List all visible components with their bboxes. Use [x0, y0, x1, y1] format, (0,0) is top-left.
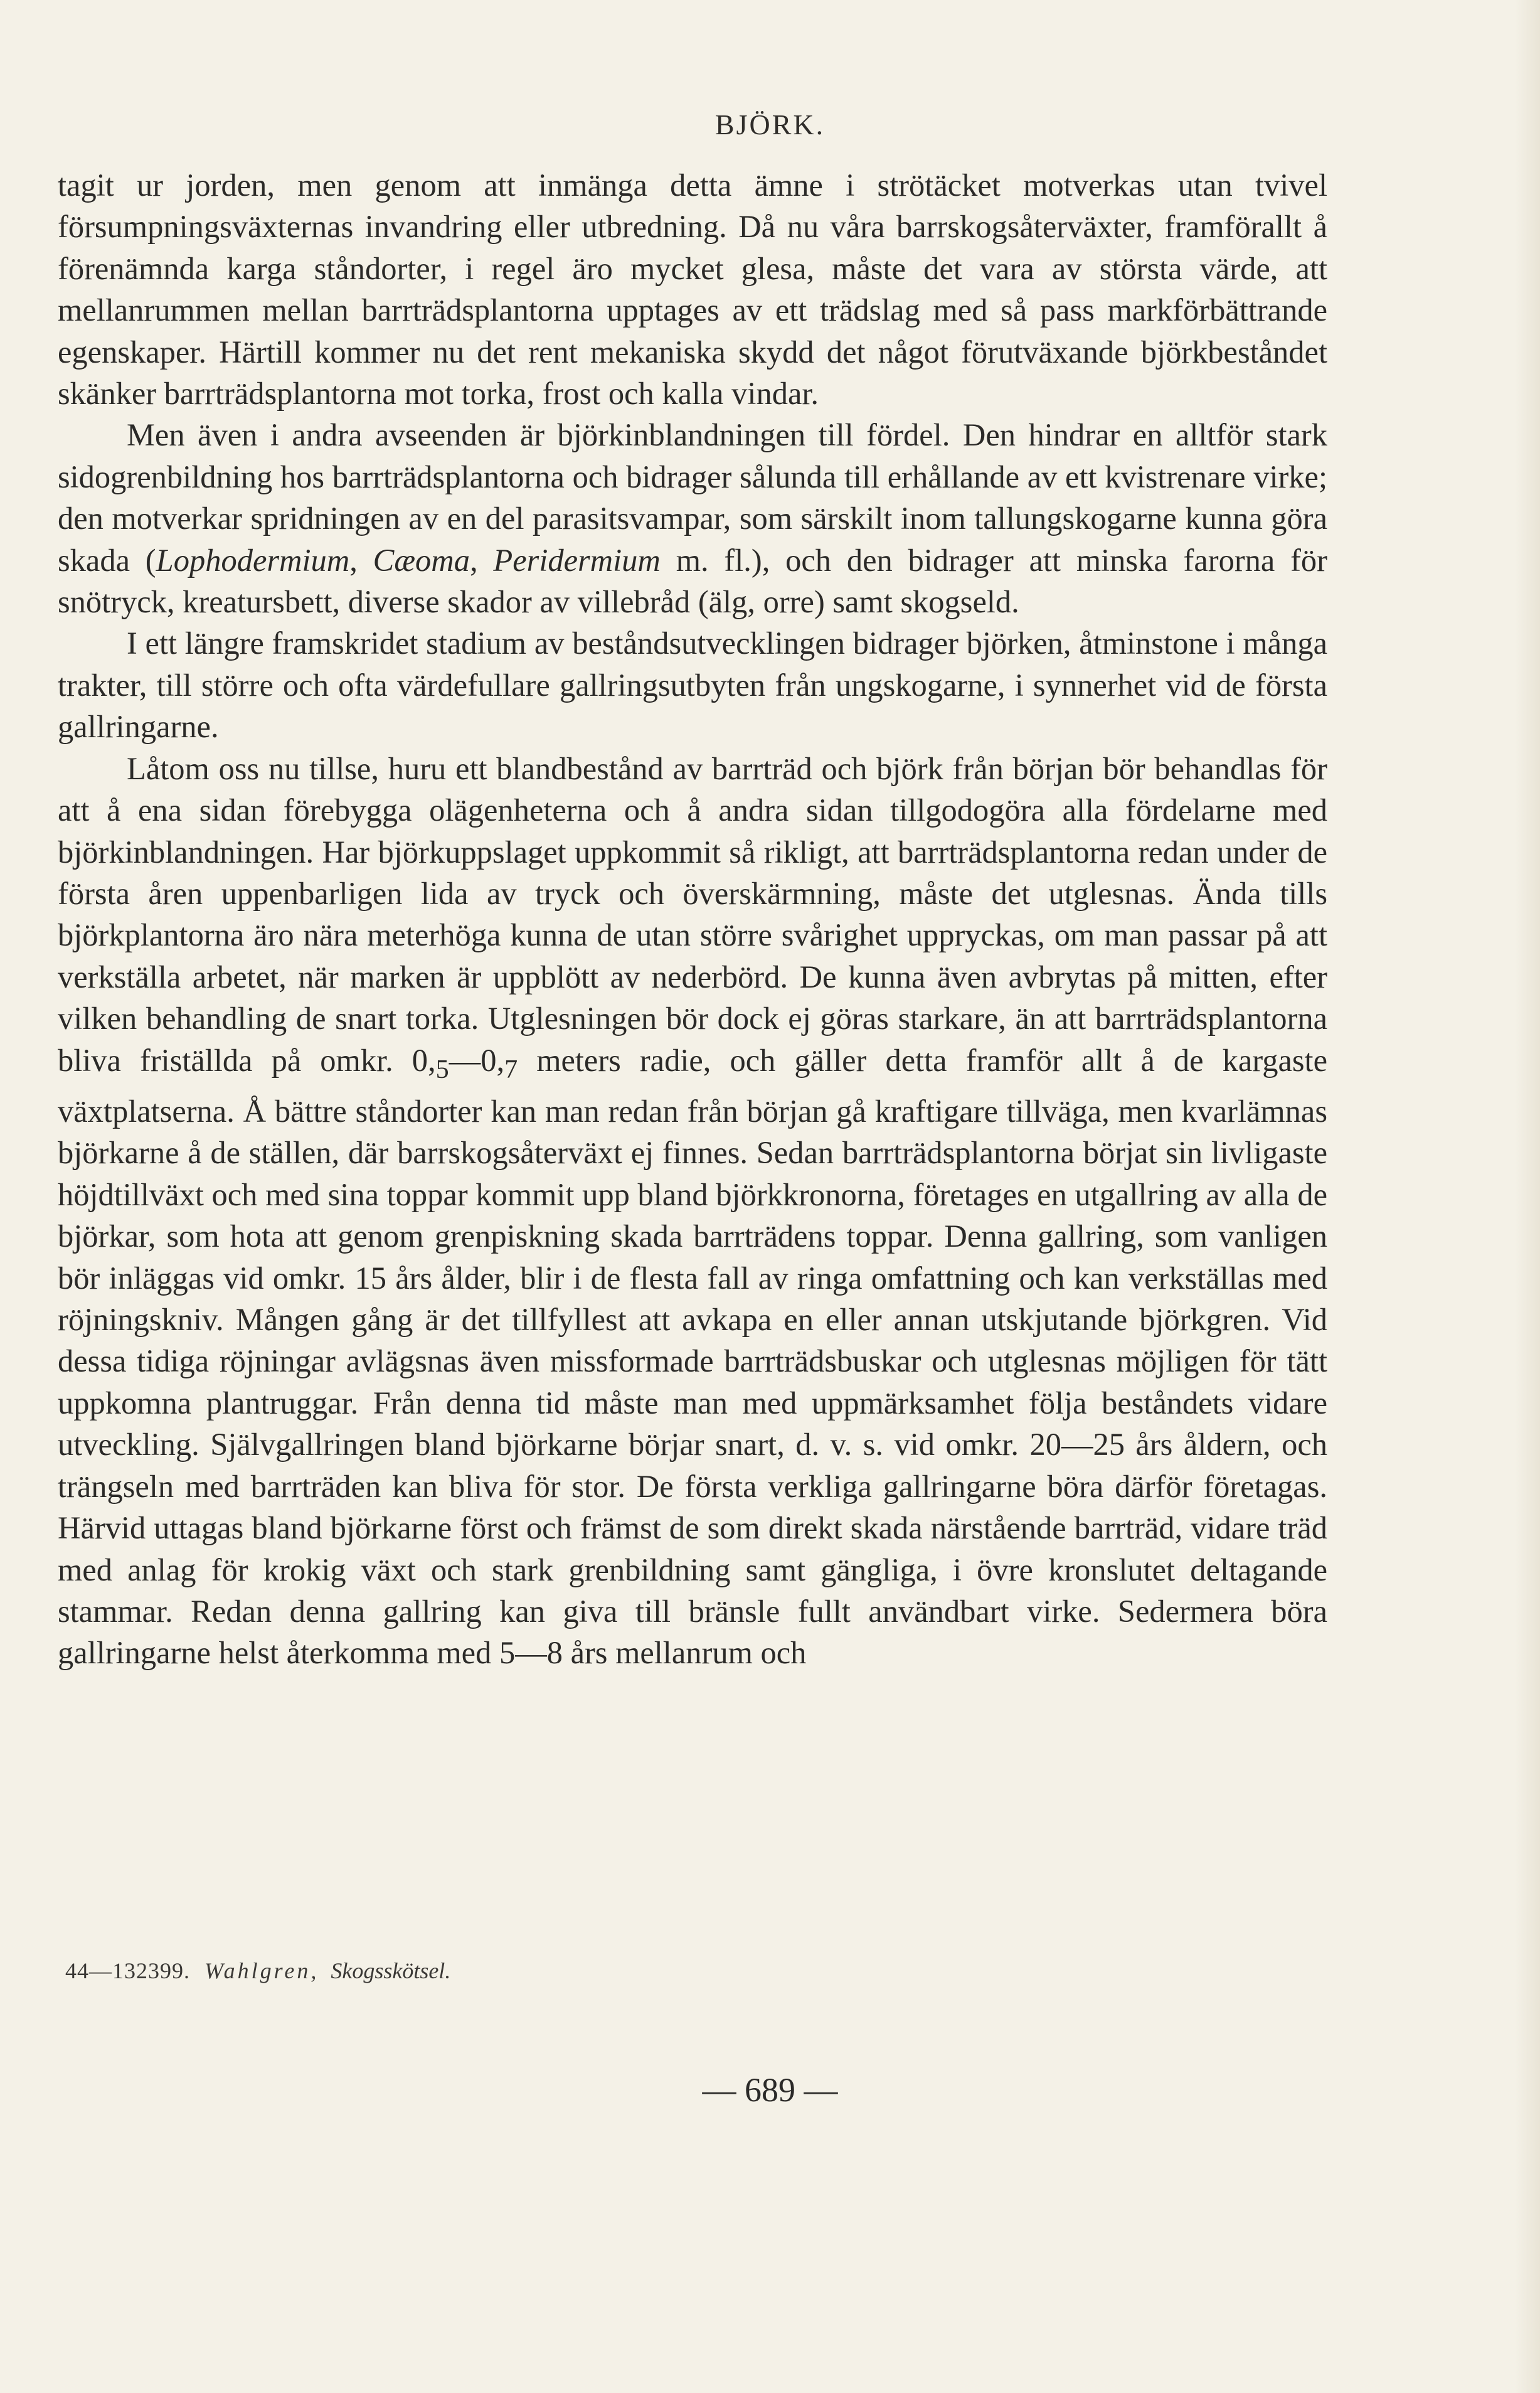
signature-number: 44—132399. [65, 1958, 190, 1983]
running-head: BJÖRK. [714, 109, 826, 141]
body-text [58, 164, 1327, 1674]
paragraph-2 [58, 414, 1327, 622]
work-title: Skogsskötsel. [331, 1958, 451, 1983]
page-edge-shadow [1515, 0, 1540, 2393]
fungus-name-peridermium: Peridermium [493, 542, 661, 578]
subscript-5: 5 [435, 1055, 449, 1084]
fungus-name-caeoma: Cæoma [373, 542, 470, 578]
subscript-7: 7 [504, 1055, 518, 1084]
paragraph-4-text-a: Låtom oss nu tillse, huru ett blandbestånd av barrträd och björk från början bör behandlas för att å ena sidan förebygga olägenheterna och å andra sidan tillgodogöra alla fördelarne med björkinblandningen. Har björkuppslaget uppkommit så rikligt, att barrträdsplantorna redan under de första åren uppenbarligen lida av tryck och överskärmning, måste det utglesnas. Ända tills björkplantorna äro nära meterhöga kunna de utan större svårighet uppryckas, om man passar på att verkställa arbetet, när marken är uppblött av nederbörd. De kunna även avbrytas på mitten, efter vilken behandling de snart torka. Utglesningen bör dock ej göras starkare, än att barrträdsplantorna bliva friställda på omkr. 0, [58, 750, 1327, 1078]
paragraph-3: I ett längre framskridet stadium av beståndsutvecklingen bidrager björken, åtminstone i många trakter, till större och ofta värdefullare gallringsutbyten från ungskogarne, i synnerhet vid de första gallringarne. [58, 626, 1327, 745]
separator-1: , [349, 542, 373, 578]
paragraph-4-text-c: meters radie, och gäller detta framför allt å de kargaste växtplatserna. Å bättre ståndorter kan man redan från början gå kraftigare tillväga, men kvarlämnas björkarne å de ställen, där barrskogsåterväxt ej finnes. Sedan barrträdsplantorna börjat sin livligaste höjdtillväxt och med sina toppar kommit upp bland björkkronorna, företages en utgallring av alla de björkar, som hota att genom grenpiskning skada barrträdens toppar. Denna gallring, som vanligen bör inläggas vid omkr. 15 års ålder, blir i de flesta fall av ringa omfattning och kan verkställas med röjningskniv. Mången gång är det tillfyllest att avkapa en eller annan utskjutande björkgren. Vid dessa tidiga röjningar avlägsnas även missformade barrträdsbuskar och utglesnas möjligen för tätt uppkomna plantruggar. Från denna tid måste man med uppmärksamhet följa beståndets vidare utveckling. Självgallringen bland björkarne börjar snart, d. v. s. vid omkr. 20—25 års åldern, och trängseln med barrträden kan bliva för stor. De första verkliga gallringarne böra därför företagas. Härvid uttagas bland björkarne först och främst de som direkt skada närstående barrträd, vidare träd med anlag för krokig växt och stark grenbildning samt gängliga, i övre kronslutet deltagande stammar. Redan denna gallring kan giva till bränsle fullt användbart virke. Sedermera böra gallringarne helst återkomma med 5—8 års mellanrum och [58, 1042, 1327, 1671]
paragraph-2-text-a: Men även i andra avseenden är björkinblandningen till fördel. Den hindrar en alltför stark sidogrenbildning hos barrträdsplantorna och bidrager sålunda till erhållande av ett kvistrenare virke; den motverkar spridningen av en del parasitsvampar, som särskilt inom tallungskogarne kunna göra skada ( [58, 417, 1327, 578]
paragraph-2-text-b: m. fl.), och den bidrager att minska farorna för snötryck, kreatursbett, diverse skador av villebråd (älg, orre) samt skogseld. [58, 542, 1327, 620]
separator-2: , [470, 542, 494, 578]
author-name: Wahlgren, [204, 1958, 319, 1983]
fungus-name-lophodermium: Lophodermium [156, 542, 350, 578]
signature-line [65, 1958, 450, 1984]
paragraph-1: tagit ur jorden, men genom att inmänga detta ämne i strötäcket motverkas utan tvivel försumpningsväxternas invandring eller utbredning. Då nu våra barrskogsåterväxter, framförallt å förenämnda karga ståndorter, i regel äro mycket glesa, måste det vara av största värde, att mellanrummen mellan barrträdsplantorna upptages av ett trädslag med så pass markförbättrande egenskaper. Härtill kommer nu det rent mekaniska skydd det något förutväxande björkbeståndet skänker barrträdsplantorna mot torka, frost och kalla vindar. [58, 168, 1327, 412]
page-number: — 689 — [702, 2071, 838, 2109]
paragraph-4 [58, 748, 1327, 1674]
paragraph-4-text-b: —0, [449, 1042, 505, 1078]
